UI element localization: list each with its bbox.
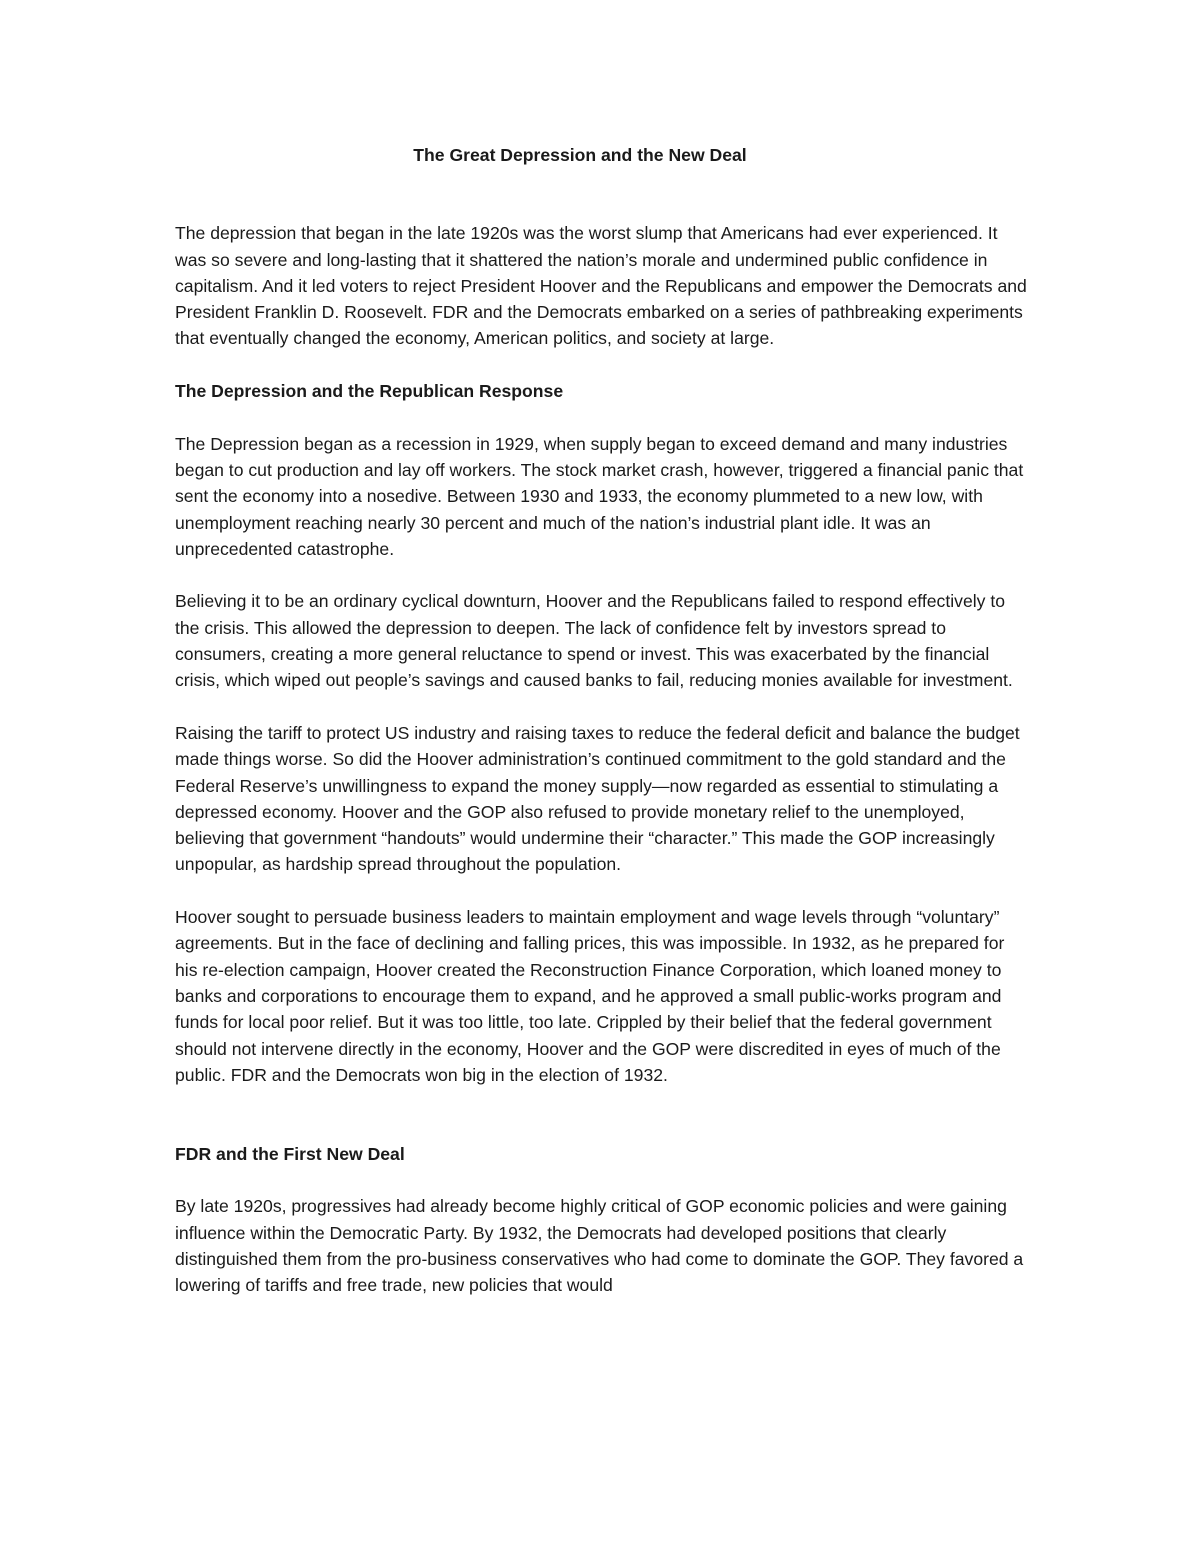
- paragraph: Raising the tariff to protect US industry and raising taxes to reduce the federal deficit and balance the budget made things worse. So did the Hoover administration’s continued commitment to the gold standard and the Federal Reserve’s unwillingness to expand the money supply—now regarded as essential to stimulating a depressed economy. Hoover and the GOP also refused to provide monetary relief to the unemployed, believing that government “handouts” would undermine their “character.” This made the GOP increasingly unpopular, as hardship spread throughout the population.: [175, 722, 1020, 875]
- paragraph: Believing it to be an ordinary cyclical downturn, Hoover and the Republicans failed to respond effectively to the crisis. This allowed the depression to deepen. The lack of confidence felt by investors spread to consumers, creating a more general reluctance to spend or invest. This was exacerbated by the financial crisis, which wiped out people’s savings and caused banks to fail, reducing monies available for investment.: [175, 591, 1013, 691]
- paragraph: Hoover sought to persuade business leaders to maintain employment and wage levels through “voluntary” agreements. But in the face of declining and falling prices, this was impossible. In 1932, as he prepared for his re-election campaign, Hoover created the Reconstruction Finance Corporation, which loaned money to banks and corporations to encourage them to expand, and he approved a small public-works program and funds for local poor relief. But it was too little, too late. Crippled by their belief that the federal government should not intervene directly in the economy, Hoover and the GOP were discredited in eyes of much of the public. FDR and the Democrats won big in the election of 1932.: [175, 907, 1005, 1085]
- paragraph: The Depression began as a recession in 1929, when supply began to exceed demand and many industries began to cut production and lay off workers. The stock market crash, however, triggered a financial panic that sent the economy into a nosedive. Between 1930 and 1933, the economy plummeted to a new low, with unemployment reaching nearly 30 percent and much of the nation’s industrial plant idle. It was an unprecedented catastrophe.: [175, 433, 1024, 559]
- document-title: The Great Depression and the New Deal: [413, 145, 747, 165]
- intro-paragraph: The depression that began in the late 1920s was the worst slump that Americans had ever experienced. It was so severe and long-lasting that it shattered the nation’s morale and undermined public confidence in capitalism. And it led voters to reject President Hoover and the Republicans and empower the Democrats and President Franklin D. Roosevelt. FDR and the Democrats embarked on a series of pathbreaking experiments that eventually changed the economy, American politics, and society at large.: [175, 223, 1027, 349]
- section-heading-depression-republican-response: The Depression and the Republican Response: [175, 381, 564, 402]
- paragraph: By late 1920s, progressives had already become highly critical of GOP economic policies and were gaining influence within the Democratic Party. By 1932, the Democrats had developed positions that clearly distinguished them from the pro-business conservatives who had come to dominate the GOP. They favored a lowering of tariffs and free trade, new policies that would: [175, 1196, 1024, 1296]
- document-body: [175, 142, 1030, 1325]
- section-heading-first-new-deal: FDR and the First New Deal: [175, 1143, 405, 1164]
